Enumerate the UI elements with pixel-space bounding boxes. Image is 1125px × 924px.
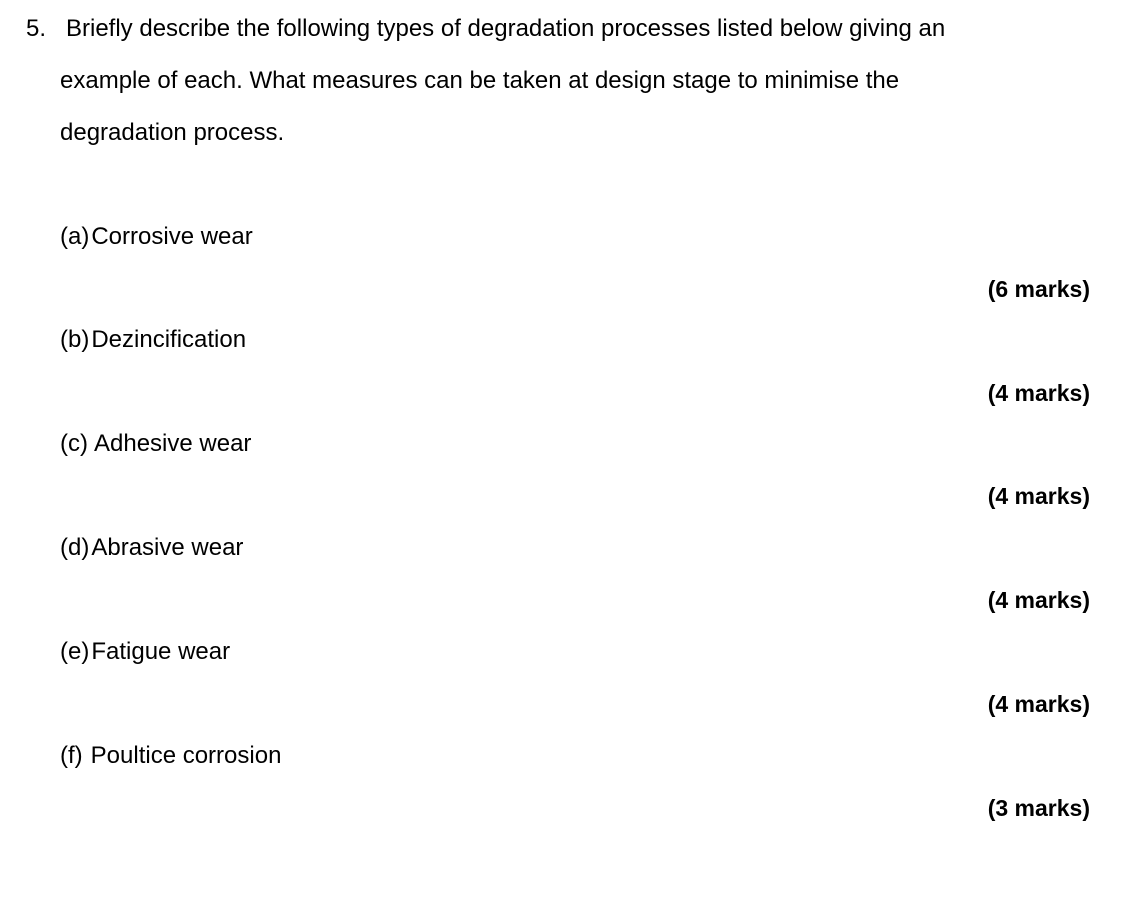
part-b-label: Dezincification xyxy=(91,326,247,353)
part-a-marks: (6 marks) xyxy=(987,276,1090,302)
part-d xyxy=(60,533,243,563)
stem-line-2: example of each. What measures can be taken at design stage to minimise the xyxy=(60,67,900,94)
question-number: 5. xyxy=(26,15,47,42)
part-e-label: Fatigue wear xyxy=(91,638,231,665)
part-c-letter: (c) xyxy=(60,430,88,457)
part-e xyxy=(60,637,230,667)
part-f xyxy=(60,741,281,771)
part-d-letter: (d) xyxy=(60,534,90,561)
part-e-letter: (e) xyxy=(60,638,90,665)
stem-line-3: degradation process. xyxy=(60,119,285,146)
part-f-marks: (3 marks) xyxy=(987,795,1090,821)
part-a xyxy=(60,222,253,252)
part-f-letter: (f) xyxy=(60,742,83,769)
part-c xyxy=(60,429,251,459)
part-b-marks: (4 marks) xyxy=(987,380,1090,406)
part-d-label: Abrasive wear xyxy=(91,534,244,561)
stem-line-1: Briefly describe the following types of degradation processes listed below giving an xyxy=(66,15,946,42)
part-d-marks: (4 marks) xyxy=(987,587,1090,613)
part-c-label: Adhesive wear xyxy=(93,430,252,457)
part-e-marks: (4 marks) xyxy=(987,691,1090,717)
part-f-label: Poultice corrosion xyxy=(90,742,282,769)
part-a-label: Corrosive wear xyxy=(91,223,253,250)
part-b xyxy=(60,325,246,355)
part-a-letter: (a) xyxy=(60,223,90,250)
part-b-letter: (b) xyxy=(60,326,90,353)
part-c-marks: (4 marks) xyxy=(987,483,1090,509)
